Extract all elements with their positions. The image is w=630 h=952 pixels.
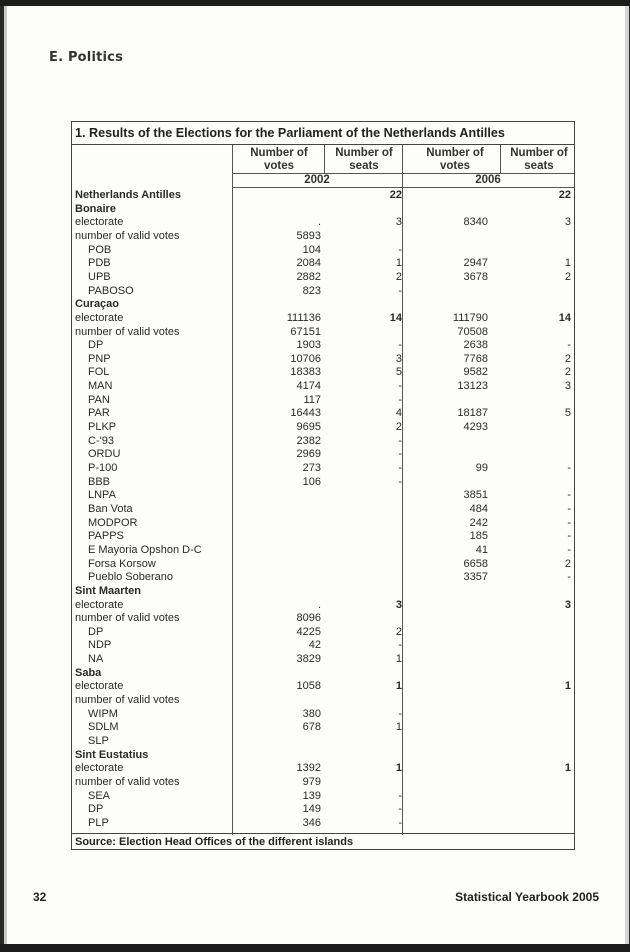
row-label: PAPPS — [88, 530, 124, 543]
cell-votes-2002: 4225 — [296, 625, 321, 638]
cell-seats-2006: 1 — [564, 680, 571, 693]
table-row — [72, 407, 574, 420]
row-label: Sint Maarten — [75, 584, 142, 597]
table-row — [72, 448, 574, 461]
cell-seats-2006: 2 — [564, 270, 571, 283]
cell-seats-2002: - — [398, 243, 402, 256]
table-row — [72, 285, 574, 298]
year-divider — [232, 187, 574, 188]
cell-seats-2002: - — [398, 380, 402, 393]
cell-votes-2006: 3851 — [463, 489, 488, 502]
cell-seats-2006: - — [567, 502, 571, 515]
header-votes-2006: Number of votes — [426, 147, 484, 172]
row-label: number of valid votes — [75, 775, 180, 788]
cell-votes-2002: 18383 — [290, 366, 321, 379]
cell-seats-2002: - — [398, 393, 402, 406]
table-section-row — [72, 667, 574, 680]
table-row — [72, 517, 574, 530]
row-label: Pueblo Soberano — [88, 571, 174, 584]
cell-votes-2002: . — [317, 216, 321, 229]
row-label: DP — [88, 339, 104, 352]
cell-seats-2006: 2 — [564, 366, 571, 379]
cell-votes-2002: 380 — [302, 707, 321, 720]
cell-seats-2002: 14 — [389, 311, 402, 324]
row-label: electorate — [75, 598, 124, 611]
row-label: Saba — [75, 666, 102, 679]
table-section-row — [72, 298, 574, 311]
row-label: PDB — [88, 257, 111, 270]
cell-seats-2006: - — [567, 530, 571, 543]
cell-seats-2002: 1 — [395, 257, 402, 270]
row-label: electorate — [75, 680, 124, 693]
table-row — [72, 817, 574, 830]
cell-votes-2002: 106 — [302, 475, 321, 488]
row-label: SDLM — [88, 721, 119, 734]
row-label: WIPM — [88, 707, 118, 720]
cell-seats-2002: 2 — [395, 421, 402, 434]
row-label: Curaçao — [75, 298, 120, 311]
cell-votes-2006: 70508 — [457, 325, 488, 338]
cell-votes-2002: 1903 — [296, 339, 321, 352]
row-label: E Mayoria Opshon D-C — [88, 543, 202, 556]
table-row — [72, 257, 574, 270]
cell-votes-2006: 9582 — [463, 366, 488, 379]
cell-seats-2006: 14 — [558, 311, 571, 324]
row-label: DP — [88, 803, 104, 816]
cell-seats-2002: 3 — [395, 216, 402, 229]
table-row — [72, 503, 574, 516]
table-title: 1. Results of the Elections for the Parliament of the Netherlands Antilles — [72, 122, 574, 145]
table-row — [72, 544, 574, 557]
cell-seats-2002: - — [398, 475, 402, 488]
cell-seats-2006: - — [567, 339, 571, 352]
cell-seats-2006: - — [567, 516, 571, 529]
cell-votes-2006: 111790 — [452, 311, 488, 324]
cell-votes-2002: 117 — [303, 393, 321, 406]
cell-seats-2002: 1 — [395, 721, 402, 734]
row-label: PNP — [88, 352, 111, 365]
row-label: UPB — [88, 270, 111, 283]
cell-votes-2006: 484 — [469, 502, 488, 515]
table-row — [72, 380, 574, 393]
cell-seats-2002: 2 — [395, 625, 402, 638]
row-label: electorate — [75, 311, 124, 324]
row-label: ORDU — [88, 448, 121, 461]
cell-seats-2006: 3 — [564, 598, 571, 611]
row-label: SLP — [88, 735, 109, 747]
table-row — [72, 803, 574, 816]
cell-seats-2002: 4 — [395, 407, 402, 420]
cell-votes-2002: 2382 — [296, 434, 321, 447]
table-row — [72, 216, 574, 229]
table-row — [72, 476, 574, 489]
cell-votes-2002: 5893 — [296, 229, 321, 242]
header-seats-2002: Number of seats — [335, 147, 393, 172]
row-label: POB — [88, 243, 112, 256]
row-label: PLKP — [88, 421, 117, 434]
cell-seats-2002: 3 — [395, 598, 402, 611]
cell-votes-2002: 1058 — [296, 680, 321, 693]
header-seats-2006: Number of seats — [510, 147, 568, 172]
cell-votes-2002: 111136 — [286, 311, 321, 324]
table-source: Source: Election Head Offices of the different islands — [72, 833, 574, 849]
row-label: MODPOR — [88, 516, 138, 529]
table-section-row — [72, 203, 574, 216]
table-row — [72, 708, 574, 721]
cell-votes-2006: 2638 — [463, 339, 488, 352]
row-label: number of valid votes — [75, 612, 180, 625]
table-row — [72, 790, 574, 803]
cell-votes-2002: 42 — [308, 639, 321, 652]
cell-votes-2006: 2947 — [463, 257, 488, 270]
row-label: PABOSO — [88, 284, 134, 297]
year-2002: 2002 — [304, 174, 330, 186]
cell-votes-2006: 6658 — [463, 557, 488, 570]
cell-seats-2006: - — [567, 489, 571, 502]
table-row — [72, 653, 574, 666]
section-title: E. Politics — [49, 50, 124, 65]
cell-votes-2006: 3357 — [463, 571, 488, 584]
col-divider-2006-inner — [500, 145, 501, 173]
table-section-row — [72, 749, 574, 762]
row-label: LNPA — [88, 489, 116, 502]
cell-votes-2002: 1392 — [296, 762, 321, 775]
cell-seats-2002: - — [398, 462, 402, 474]
table-row — [72, 530, 574, 543]
cell-votes-2002: 823 — [302, 284, 321, 297]
cell-votes-2002: 2084 — [296, 257, 321, 270]
row-label: number of valid votes — [75, 229, 180, 242]
row-label: electorate — [75, 762, 124, 775]
cell-votes-2002: 346 — [302, 816, 321, 829]
table-row — [72, 571, 574, 584]
page-number: 32 — [33, 890, 47, 904]
cell-votes-2006: 242 — [469, 516, 488, 529]
cell-seats-2002: 2 — [395, 270, 402, 283]
table-row — [72, 353, 574, 366]
row-label: FOL — [88, 366, 110, 379]
cell-votes-2006: 8340 — [463, 216, 488, 229]
cell-votes-2002: 678 — [302, 721, 321, 734]
cell-votes-2002: 10706 — [290, 352, 321, 365]
cell-seats-2002: 1 — [395, 762, 402, 775]
cell-seats-2002: - — [398, 803, 402, 816]
table-row — [72, 366, 574, 379]
table-row — [72, 312, 574, 325]
table-row — [72, 776, 574, 789]
cell-votes-2002: 979 — [302, 775, 321, 788]
cell-votes-2002: . — [317, 598, 321, 611]
cell-seats-2006: - — [567, 543, 571, 556]
table-row — [72, 762, 574, 775]
table-row — [72, 694, 574, 707]
table-row — [72, 271, 574, 284]
cell-votes-2002: 149 — [302, 803, 321, 816]
cell-votes-2002: 67151 — [290, 325, 321, 338]
cell-seats-2006: 5 — [564, 407, 571, 420]
row-label: electorate — [75, 216, 124, 229]
col-divider-2002-inner — [324, 145, 325, 173]
table-row — [72, 394, 574, 407]
cell-votes-2006: 4293 — [463, 421, 488, 434]
cell-seats-2002: 22 — [389, 189, 402, 201]
cell-seats-2002: - — [398, 816, 402, 829]
cell-votes-2006: 41 — [475, 543, 488, 556]
cell-seats-2002: - — [398, 789, 402, 802]
row-label: PLP — [88, 816, 109, 829]
row-label: number of valid votes — [75, 694, 180, 707]
scan-bottom-edge — [0, 944, 630, 952]
row-label: number of valid votes — [75, 325, 180, 338]
cell-votes-2002: 8096 — [296, 612, 321, 625]
cell-votes-2002: 104 — [302, 243, 321, 256]
row-label: P-100 — [88, 462, 118, 474]
table-row — [72, 558, 574, 571]
cell-votes-2006: 7768 — [463, 352, 488, 365]
cell-seats-2006: 2 — [564, 352, 571, 365]
footer-title: Statistical Yearbook 2005 — [455, 890, 599, 904]
row-label: C-'93 — [88, 434, 114, 447]
cell-seats-2002: - — [398, 639, 402, 652]
cell-votes-2006: 18187 — [457, 407, 488, 420]
cell-votes-2006: 13123 — [457, 380, 488, 393]
row-label: PAN — [88, 393, 110, 406]
cell-seats-2002: 1 — [395, 680, 402, 693]
header-votes-2002: Number of votes — [250, 147, 308, 172]
table-row — [72, 326, 574, 339]
row-label: NDP — [88, 639, 112, 652]
cell-seats-2002: - — [398, 284, 402, 297]
year-2006: 2006 — [475, 174, 501, 186]
cell-seats-2002: - — [398, 707, 402, 720]
table-row — [72, 435, 574, 448]
cell-seats-2002: - — [398, 434, 402, 447]
cell-votes-2002: 3829 — [296, 653, 321, 666]
row-label: MAN — [88, 380, 113, 393]
table-row — [72, 489, 574, 502]
table-row — [72, 339, 574, 352]
table-row — [72, 421, 574, 434]
cell-seats-2006: 2 — [564, 557, 571, 570]
row-label: Sint Eustatius — [75, 748, 149, 761]
cell-votes-2002: 2882 — [296, 270, 321, 283]
cell-votes-2002: 273 — [302, 462, 321, 474]
row-label: Netherlands Antilles — [75, 189, 181, 201]
cell-seats-2002: 3 — [395, 352, 402, 365]
table-row — [72, 626, 574, 639]
table-row — [72, 735, 574, 748]
cell-seats-2006: - — [567, 571, 571, 584]
cell-seats-2002: 1 — [395, 653, 402, 666]
cell-votes-2006: 99 — [475, 462, 488, 474]
cell-seats-2002: 5 — [395, 366, 402, 379]
row-label: PAR — [88, 407, 110, 420]
election-results-table — [71, 121, 575, 850]
cell-seats-2006: 3 — [564, 380, 571, 393]
table-row — [72, 721, 574, 734]
cell-seats-2006: - — [567, 462, 571, 474]
table-section-row — [72, 189, 574, 202]
cell-seats-2006: 3 — [564, 216, 571, 229]
cell-seats-2006: 1 — [564, 257, 571, 270]
cell-votes-2002: 9695 — [296, 421, 321, 434]
row-label: NA — [88, 653, 104, 666]
row-label: Bonaire — [75, 202, 116, 215]
table-row — [72, 462, 574, 475]
cell-votes-2002: 2969 — [296, 448, 321, 461]
table-row — [72, 599, 574, 612]
table-row — [72, 230, 574, 243]
table-row — [72, 680, 574, 693]
table-row — [72, 612, 574, 625]
cell-votes-2006: 3678 — [463, 270, 488, 283]
cell-seats-2002: - — [398, 339, 402, 352]
cell-seats-2002: - — [398, 448, 402, 461]
table-section-row — [72, 585, 574, 598]
cell-votes-2006: 185 — [469, 530, 488, 543]
cell-votes-2002: 16443 — [290, 407, 321, 420]
cell-votes-2002: 4174 — [296, 380, 321, 393]
document-page — [4, 6, 629, 944]
cell-seats-2006: 22 — [558, 189, 571, 201]
cell-seats-2006: 1 — [564, 762, 571, 775]
row-label: BBB — [88, 475, 111, 488]
row-label: Ban Vota — [88, 502, 133, 515]
row-label: Forsa Korsow — [88, 557, 156, 570]
cell-votes-2002: 139 — [302, 789, 321, 802]
row-label: SEA — [88, 789, 111, 802]
table-row — [72, 244, 574, 257]
row-label: DP — [88, 625, 104, 638]
table-row — [72, 639, 574, 652]
